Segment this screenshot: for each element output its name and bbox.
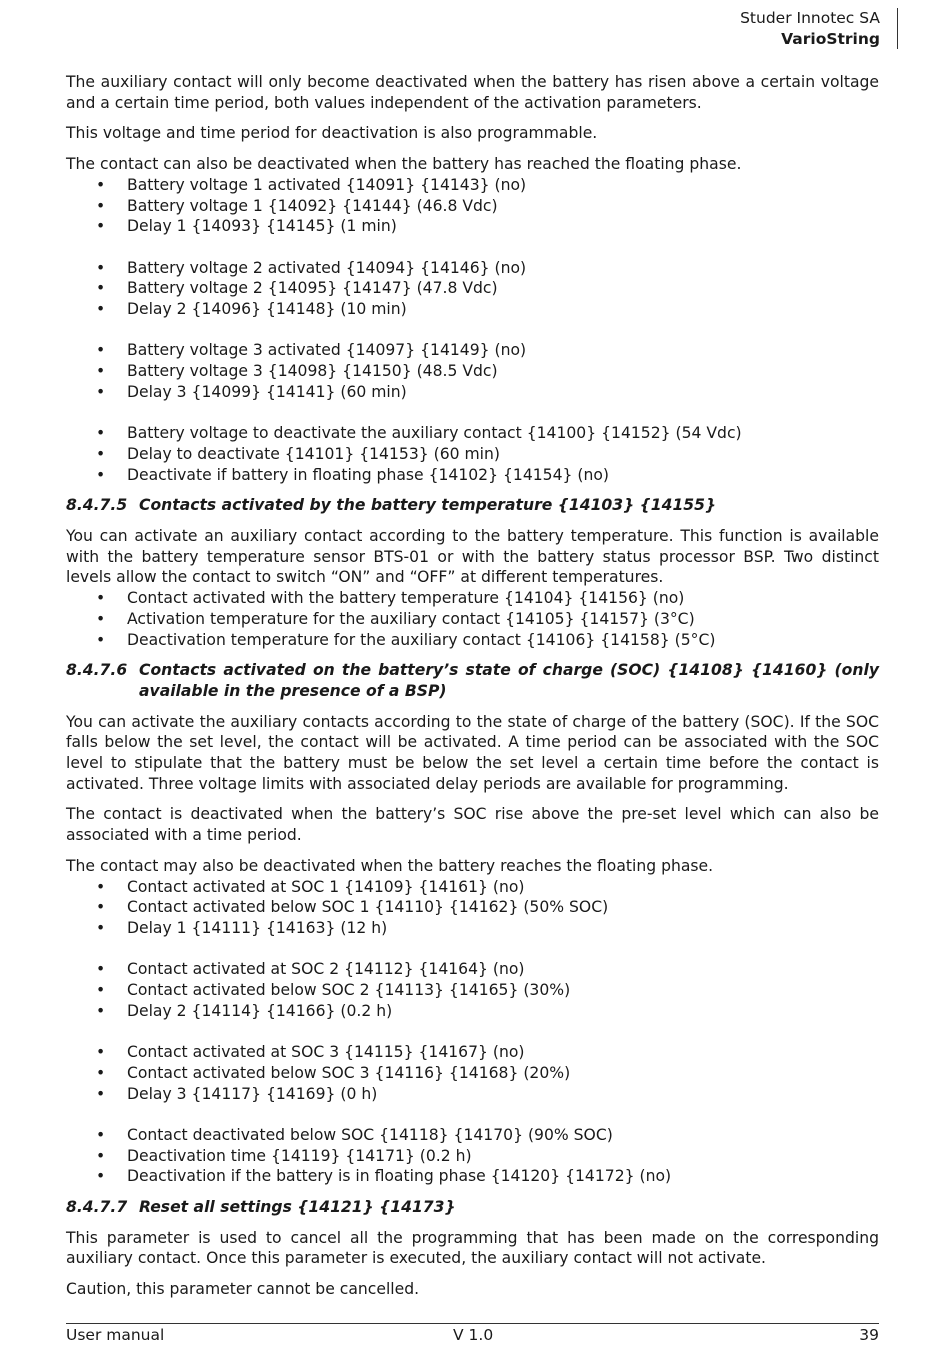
paragraph: This parameter is used to cancel all the programming that has been made on the corresponding auxiliary contact. Once this parameter is executed, the auxiliary contact will not activate. [66, 1228, 879, 1268]
list-item: • Contact activated with the battery temperature {14104} {14156} (no) [66, 588, 879, 609]
footer-doc-type: User manual [66, 1326, 165, 1344]
parameter-list [66, 258, 879, 320]
list-item: • Contact deactivated below SOC {14118} {14170} (90% SOC) [66, 1125, 879, 1146]
list-item: • Delay 3 {14099} {14141} (60 min) [66, 382, 879, 403]
parameter-list [66, 423, 879, 485]
parameter-list [66, 1042, 879, 1104]
paragraph: The contact can also be deactivated when the battery has reached the floating phase. [66, 155, 742, 174]
page-number: 39 [859, 1326, 879, 1344]
list-item: • Deactivation time {14119} {14171} (0.2 h) [66, 1146, 879, 1167]
parameter-list [66, 588, 879, 650]
footer-version: V 1.0 [453, 1326, 494, 1344]
list-item: • Delay to deactivate {14101} {14153} (60 min) [66, 444, 879, 465]
list-item: • Contact activated below SOC 1 {14110} {14162} (50% SOC) [66, 897, 879, 918]
footer-divider [66, 1323, 879, 1324]
paragraph: The auxiliary contact will only become deactivated when the battery has risen above a certain voltage and a certain time period, both values independent of the activation parameters. [66, 73, 879, 112]
list-item: • Battery voltage 1 {14092} {14144} (46.8 Vdc) [66, 196, 879, 217]
list-item: • Contact activated below SOC 2 {14113} {14165} (30%) [66, 980, 879, 1001]
list-item: • Deactivate if battery in floating phase {14102} {14154} (no) [66, 465, 879, 486]
list-item: • Contact activated at SOC 2 {14112} {14164} (no) [66, 959, 879, 980]
paragraph: You can activate the auxiliary contacts according to the state of charge of the battery (SOC). If the SOC falls below the set level, the contact will be activated. A time period can be associated with the SOC level to stipulate that the battery must be below the set level a certain time before the contact is activated. Three voltage limits with associated delay periods are available for programming. [66, 712, 879, 793]
page-content [66, 72, 879, 1310]
section-number: 8.4.7.5 [66, 496, 128, 515]
list-item: • Battery voltage 1 activated {14091} {14143} (no) [66, 175, 879, 196]
paragraph: The contact may also be deactivated when the battery reaches the floating phase. [66, 856, 714, 875]
list-item: • Deactivation temperature for the auxiliary contact {14106} {14158} (5°C) [66, 630, 879, 651]
parameter-list [66, 1125, 879, 1187]
section-title: Contacts activated on the battery’s state of charge (SOC) {14108} {14160} (only available in the presence of a BSP) [139, 661, 879, 700]
section-heading [66, 495, 879, 516]
section-heading [66, 660, 879, 701]
paragraph: The contact is deactivated when the battery’s SOC rise above the pre-set level which can also be associated with a time period. [66, 805, 879, 845]
list-item: • Delay 1 {14111} {14163} (12 h) [66, 918, 879, 939]
parameter-list [66, 175, 879, 237]
parameter-list [66, 877, 879, 939]
parameter-list [66, 959, 879, 1021]
section-heading [66, 1197, 879, 1218]
section-title: Reset all settings {14121} {14173} [139, 1198, 456, 1217]
list-item: • Delay 1 {14093} {14145} (1 min) [66, 216, 879, 237]
section-number: 8.4.7.6 [66, 661, 128, 680]
list-item: • Contact activated below SOC 3 {14116} {14168} (20%) [66, 1063, 879, 1084]
list-item: • Battery voltage to deactivate the auxiliary contact {14100} {14152} (54 Vdc) [66, 423, 879, 444]
company-name: Studer Innotec SA [740, 9, 880, 27]
page-header [740, 8, 888, 50]
list-item: • Activation temperature for the auxiliary contact {14105} {14157} (3°C) [66, 609, 879, 630]
list-item: • Battery voltage 3 {14098} {14150} (48.5 Vdc) [66, 361, 879, 382]
list-item: • Contact activated at SOC 3 {14115} {14167} (no) [66, 1042, 879, 1063]
header-divider [897, 8, 898, 49]
section-number: 8.4.7.7 [66, 1198, 128, 1217]
list-item: • Battery voltage 2 {14095} {14147} (47.8 Vdc) [66, 278, 879, 299]
list-item: • Delay 2 {14096} {14148} (10 min) [66, 299, 879, 320]
list-item: • Delay 2 {14114} {14166} (0.2 h) [66, 1001, 879, 1022]
list-item: • Delay 3 {14117} {14169} (0 h) [66, 1084, 879, 1105]
paragraph: You can activate an auxiliary contact according to the battery temperature. This function is available with the battery temperature sensor BTS-01 or with the battery status processor BSP. Two distinct levels allow the contact to switch “ON” and “OFF” at different temperatures. [66, 527, 879, 587]
section-title: Contacts activated by the battery temperature {14103} {14155} [139, 496, 717, 515]
paragraph: This voltage and time period for deactivation is also programmable. [66, 124, 598, 143]
paragraph: Caution, this parameter cannot be cancelled. [66, 1280, 420, 1299]
parameter-list [66, 340, 879, 402]
list-item: • Contact activated at SOC 1 {14109} {14161} (no) [66, 877, 879, 898]
list-item: • Battery voltage 2 activated {14094} {14146} (no) [66, 258, 879, 279]
list-item: • Deactivation if the battery is in floating phase {14120} {14172} (no) [66, 1166, 879, 1187]
list-item: • Battery voltage 3 activated {14097} {14149} (no) [66, 340, 879, 361]
product-name: VarioString [781, 30, 880, 48]
